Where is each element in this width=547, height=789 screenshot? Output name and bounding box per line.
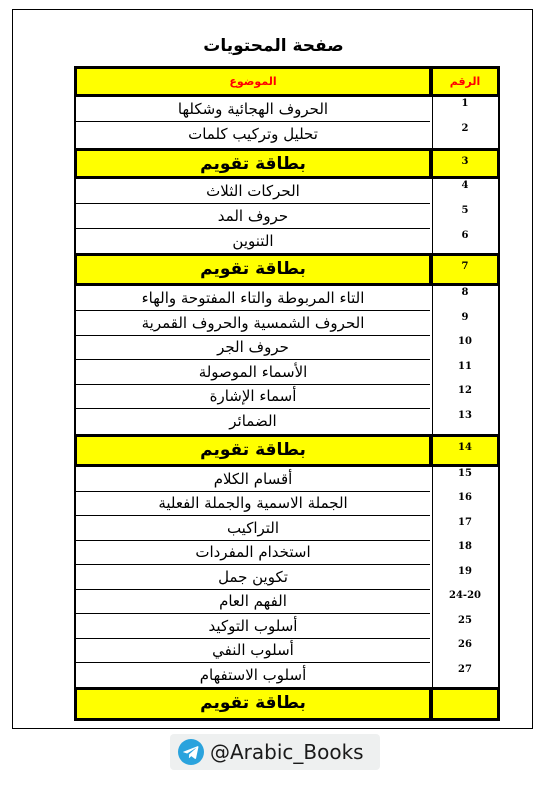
evaluation-card-label: بطاقة تقويم [200, 154, 306, 174]
evaluation-card-row [76, 255, 498, 284]
evaluation-card-label: بطاقة تقويم [200, 440, 306, 460]
toc-number: 27 [458, 664, 472, 675]
toc-row [76, 491, 430, 516]
toc-number: 2 [461, 123, 469, 134]
telegram-handle: @Arabic_Books [210, 740, 364, 764]
toc-topic: حروف المد [217, 207, 289, 225]
number-column-header: الرقم [449, 75, 481, 88]
toc-number: 26 [458, 639, 472, 650]
evaluation-card-label: بطاقة تقويم [200, 259, 306, 279]
toc-topic: الحركات الثلاث [206, 182, 300, 200]
toc-row [76, 409, 430, 434]
toc-topic: تكوين جمل [218, 568, 288, 586]
toc-row [76, 311, 430, 336]
toc-topic: حروف الجر [217, 338, 289, 356]
toc-row [76, 122, 430, 147]
toc-row [76, 384, 430, 409]
toc-topic: التنوين [232, 232, 274, 250]
toc-row [76, 286, 430, 311]
toc-number: 8 [461, 287, 469, 298]
toc-row [76, 589, 430, 614]
table-header-row [76, 68, 498, 95]
toc-row [76, 516, 430, 541]
toc-group [76, 286, 498, 434]
toc-group [76, 179, 498, 253]
toc-number: 7 [461, 261, 469, 272]
toc-number: 9 [461, 312, 469, 323]
toc-number: 24-20 [449, 590, 481, 601]
toc-number: 18 [458, 541, 472, 552]
toc-topic: الحروف الشمسية والحروف القمرية [141, 314, 365, 332]
toc-number: 3 [461, 156, 469, 167]
toc-topic: الأسماء الموصولة [198, 363, 308, 381]
toc-number: 15 [458, 468, 472, 479]
toc-row [76, 663, 430, 688]
evaluation-card-row [76, 150, 498, 177]
toc-number: 13 [458, 410, 472, 421]
telegram-icon [178, 739, 204, 765]
toc-table [74, 66, 500, 721]
toc-number: 19 [458, 566, 472, 577]
toc-topic: الفهم العام [219, 592, 287, 610]
toc-topic: أقسام الكلام [213, 470, 293, 488]
toc-row [76, 467, 430, 492]
toc-row [76, 565, 430, 590]
toc-topic: التاء المربوطة والتاء المفتوحة والهاء [141, 289, 365, 307]
evaluation-card-label: بطاقة تقويم [200, 693, 306, 713]
toc-number: 4 [461, 180, 469, 191]
toc-number [433, 694, 497, 708]
toc-row [76, 540, 430, 565]
toc-number: 5 [461, 205, 469, 216]
toc-row [76, 614, 430, 639]
topic-column-header: الموضوع [229, 75, 277, 88]
toc-row [76, 335, 430, 360]
evaluation-card-row [76, 689, 498, 719]
toc-topic: أسلوب النفي [212, 641, 294, 659]
toc-number: 16 [458, 492, 472, 503]
toc-number: 1 [461, 98, 469, 109]
page-title: صفحة المحتويات [203, 36, 344, 56]
toc-topic: الضمائر [229, 412, 277, 430]
toc-topic: أسماء الإشارة [209, 387, 297, 405]
evaluation-card-row [76, 436, 498, 465]
toc-topic: التراكيب [226, 519, 280, 537]
toc-number: 17 [458, 517, 472, 528]
toc-topic: تحليل وتركيب كلمات [188, 125, 318, 143]
toc-topic: استخدام المفردات [195, 543, 311, 561]
toc-row [76, 204, 430, 229]
toc-row [76, 229, 430, 254]
toc-group [76, 467, 498, 687]
toc-number: 12 [458, 385, 472, 396]
toc-number: 25 [458, 615, 472, 626]
toc-topic: الحروف الهجائية وشكلها [177, 100, 329, 118]
toc-row [76, 360, 430, 385]
toc-row [76, 97, 430, 122]
toc-row [76, 179, 430, 204]
toc-number: 10 [458, 336, 472, 347]
toc-topic: أسلوب الاستفهام [199, 666, 307, 684]
toc-topic: الجملة الاسمية والجملة الفعلية [158, 494, 348, 512]
toc-row [76, 638, 430, 663]
toc-number: 14 [458, 442, 472, 453]
toc-group [76, 97, 498, 148]
telegram-channel-badge[interactable] [170, 734, 380, 770]
toc-topic: أسلوب التوكيد [208, 617, 298, 635]
toc-number: 11 [458, 361, 472, 372]
toc-number: 6 [461, 230, 469, 241]
